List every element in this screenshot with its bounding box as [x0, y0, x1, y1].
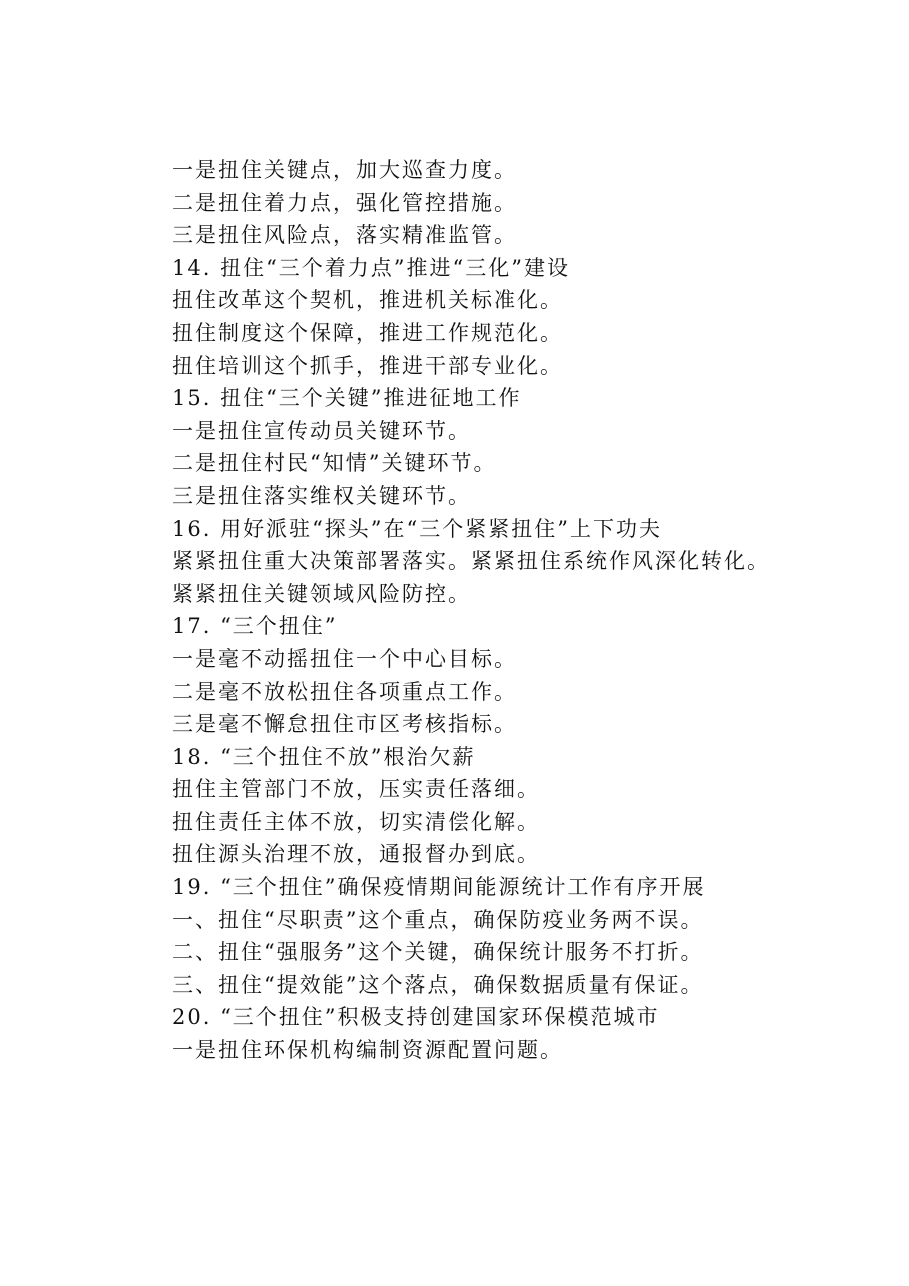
- section-heading: 15. 扭住“三个关键”推进征地工作: [172, 386, 522, 411]
- text-line: 一是扭住关键点，加大巡查力度。: [172, 158, 517, 182]
- text-line: 一是扭住宣传动员关键环节。: [172, 418, 471, 443]
- text-line: 一是扭住环保机构编制资源配置问题。: [172, 1038, 563, 1063]
- text-line: 扭住改革这个契机，推进机关标准化。: [172, 288, 563, 313]
- section-heading: 20. “三个扭住”积极支持创建国家环保模范城市: [172, 1005, 660, 1030]
- text-line: 二、扭住“强服务”这个关键，确保统计服务不打折。: [172, 940, 704, 965]
- section-heading: 19. “三个扭住”确保疫情期间能源统计工作有序开展: [172, 875, 706, 900]
- text-line: 三、扭住“提效能”这个落点，确保数据质量有保证。: [172, 972, 704, 997]
- text-line: 二是扭住着力点，强化管控措施。: [172, 190, 517, 215]
- text-line: 扭住制度这个保障，推进工作规范化。: [172, 320, 563, 345]
- text-line: 扭住责任主体不放，切实清偿化解。: [172, 809, 540, 834]
- text-line: 紧紧扭住重大决策部署落实。紧紧扭住系统作风深化转化。: [172, 549, 770, 574]
- section-heading: 16. 用好派驻“探头”在“三个紧紧扭住”上下功夫: [172, 516, 663, 541]
- section-heading: 14. 扭住“三个着力点”推进“三化”建设: [172, 255, 571, 280]
- text-line: 三是毫不懈怠扭住市区考核指标。: [172, 712, 517, 737]
- text-line: 扭住源头治理不放，通报督办到底。: [172, 842, 540, 867]
- text-line: 一、扭住“尽职责”这个重点，确保防疫业务两不误。: [172, 907, 704, 932]
- text-line: 三是扭住风险点，落实精准监管。: [172, 223, 517, 248]
- text-line: 二是毫不放松扭住各项重点工作。: [172, 679, 517, 704]
- section-heading: 18. “三个扭住不放”根治欠薪: [172, 744, 476, 769]
- text-line: 扭住培训这个抓手，推进干部专业化。: [172, 353, 563, 378]
- document-body: [172, 154, 872, 1067]
- text-line: 扭住主管部门不放，压实责任落细。: [172, 777, 540, 802]
- section-heading: 17. “三个扭住”: [172, 614, 338, 639]
- text-line: 二是扭住村民“知情”关键环节。: [172, 451, 497, 476]
- text-line: 一是毫不动摇扭住一个中心目标。: [172, 646, 517, 671]
- text-line: 紧紧扭住关键领域风险防控。: [172, 581, 471, 606]
- text-line: 三是扭住落实维权关键环节。: [172, 483, 471, 508]
